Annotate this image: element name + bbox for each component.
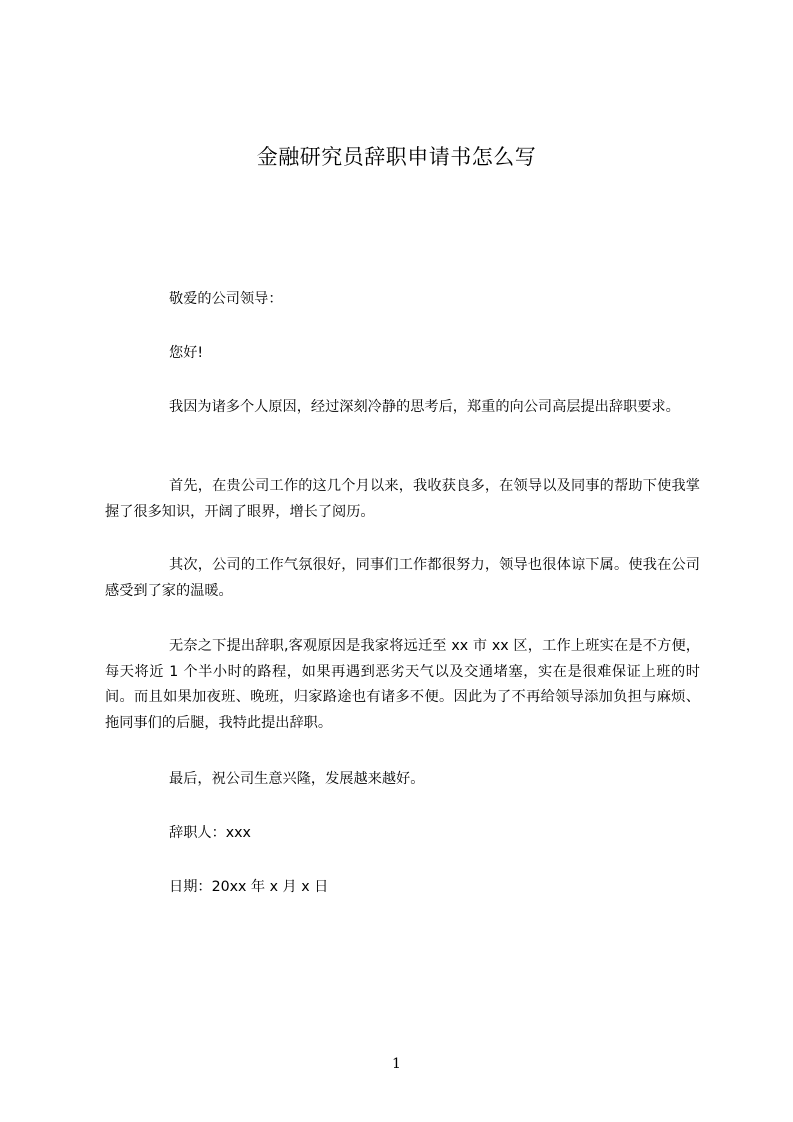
paragraph-atmosphere: 其次，公司的工作气氛很好，同事们工作都很努力，领导也很体谅下属。使我在公司感受到了家的温暖。	[105, 557, 700, 599]
salutation: 敬爱的公司领导：	[169, 291, 283, 307]
paragraph-reason: 我因为诸多个人原因，经过深刻冷静的思考后，郑重的向公司高层提出辞职要求。	[169, 399, 680, 415]
document-title: 金融研究员辞职申请书怎么写	[256, 145, 537, 169]
signature-date: 日期：20xx 年 x 月 x 日	[169, 879, 329, 895]
paragraph-relocation: 无奈之下提出辞职,客观原因是我家将远迁至 xx 市 xx 区，工作上班实在是不方便，每天将近 1 个半小时的路程，如果再遇到恶劣天气以及交通堵塞，实在是很难保证上班的时间。而且如果加夜班、晚班，归家路途也有诸多不便。因此为了不再给领导添加负担与麻烦、拖同事们的后腿，我特此提出辞职。	[105, 638, 700, 731]
paragraph-closing: 最后，祝公司生意兴隆，发展越来越好。	[169, 771, 425, 787]
signature-name: 辞职人：xxx	[169, 825, 251, 841]
greeting: 您好!	[169, 345, 204, 361]
page-number: 1	[392, 1056, 401, 1072]
paragraph-gratitude: 首先，在贵公司工作的这几个月以来，我收获良多，在领导以及同事的帮助下使我掌握了很多知识，开阔了眼界，增长了阅历。	[105, 478, 700, 520]
